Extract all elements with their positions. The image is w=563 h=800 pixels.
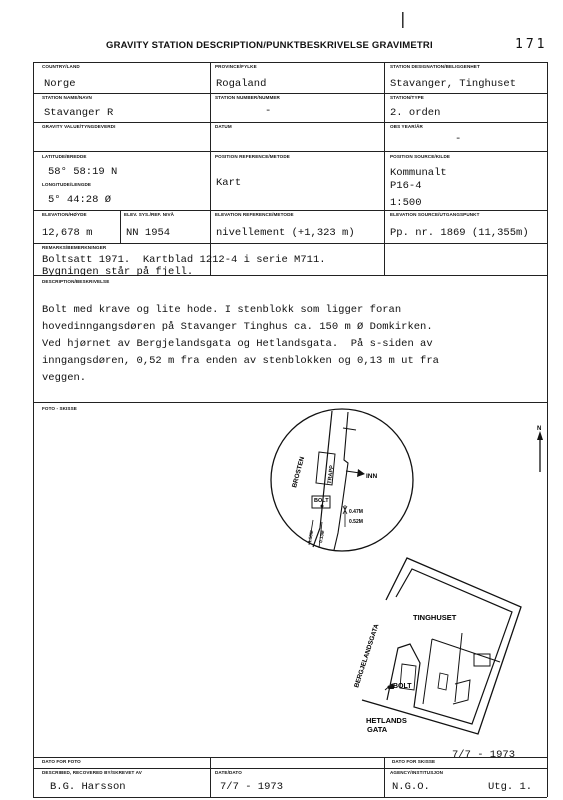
dist-3-label: 1.50M: [307, 529, 315, 544]
date-value: 7/7 - 1973: [220, 781, 284, 793]
elevation-value: 12,678 m: [42, 227, 93, 239]
elevation-label: ELEVATION/HØYDE: [42, 212, 87, 217]
position-reference-label: POSITION REFERENCE/METODE: [215, 154, 290, 159]
gravity-value-label: GRAVITY VALUE/TYNGDEVERDI: [42, 124, 116, 129]
station-name-label: STATION NAME/NAVN: [42, 95, 92, 100]
elev-sys-label: ELEV. SYS./REF. NIVÅ: [124, 212, 175, 217]
datum-label: DATUM: [215, 124, 232, 129]
elevation-reference-value: nivellement (+1,323 m): [216, 227, 355, 239]
photo-date-label: DATO FOR FOTO: [42, 759, 81, 764]
elevation-source-label: ELEVATION SOURCE/UTGANGSPUNKT: [390, 212, 480, 217]
remarks-line-2: Bygningen står på fjell.: [42, 266, 194, 278]
station-designation-value: Stavanger, Tinghuset: [390, 78, 517, 90]
latitude-label: LATITUDE/BREDDE: [42, 154, 87, 159]
described-by-label: DESCRIBED, RECOVERED BY/SKREVET AV: [42, 770, 142, 775]
province-value: Rogaland: [216, 78, 267, 90]
inn-label: INN: [366, 473, 378, 480]
country-value: Norge: [44, 78, 76, 90]
latitude-value: 58° 58:19 N: [48, 166, 118, 178]
north-arrow-icon: [537, 426, 543, 472]
position-source-value: Kommunalt: [390, 167, 447, 179]
bergjelandsgata-label: BERGJELANDSGATA: [353, 623, 381, 689]
gata-label: GATA: [367, 725, 388, 734]
description-line-5: veggen.: [42, 372, 87, 384]
dist-1-label: 0.47M: [349, 509, 363, 515]
province-label: PROVINCE/FYLKE: [215, 64, 257, 69]
station-type-label: STATION/TYPE: [390, 95, 424, 100]
detail-sketch: [271, 409, 413, 551]
station-name-value: Stavanger R: [44, 107, 114, 119]
site-map: [353, 558, 521, 734]
elevation-source-value: Pp. nr. 1869 (11,355m): [390, 227, 529, 239]
date-label: DATE/DATO: [215, 770, 242, 775]
station-designation-label: STATION DESIGNATION/BELIGGENHET: [390, 64, 480, 69]
sketch-date-value: 7/7 - 1973: [452, 749, 516, 761]
station-number-value: -: [265, 105, 272, 117]
country-label: COUNTRY/LAND: [42, 64, 80, 69]
edition-value: Utg. 1.: [488, 781, 533, 793]
agency-value: N.G.O.: [392, 781, 430, 793]
trapp-label: TRAPP: [327, 465, 336, 485]
position-reference-value: Kart: [216, 177, 242, 189]
elevation-reference-label: ELEVATION REFERENCE/METODE: [215, 212, 294, 217]
station-type-value: 2. orden: [390, 107, 441, 119]
description-line-1: Bolt med krave og lite hode. I stenblokk som ligger foran: [42, 304, 402, 316]
position-source-sheet: P16-4: [390, 180, 422, 192]
hetlands-label: HETLANDS: [366, 716, 407, 725]
obs-year-label: OBS YEAR/ÅR: [390, 124, 423, 129]
longitude-value: 5° 44:28 Ø: [48, 194, 112, 206]
north-label: N: [537, 426, 542, 432]
tinghuset-label: TINGHUSET: [413, 613, 457, 622]
agency-label: AGENCY/INSTITUSJON: [390, 770, 444, 775]
sketch-label: FOTO - SKISSE: [42, 406, 77, 411]
description-line-2: hovedinngangsdøren på Stavanger Tinghus ca. 150 m Ø Domkirken.: [42, 321, 433, 333]
description-line-4: inngangsdøren, 0,52 m fra enden av stenblokken og 0,13 m ut fra: [42, 355, 439, 367]
sketch-date-label: DATO FOR SKISSE: [392, 759, 436, 764]
position-source-scale: 1:500: [390, 197, 422, 209]
station-number-label: STATION NUMBER/NUMMER: [215, 95, 280, 100]
top-mark: |: [398, 9, 408, 28]
remarks-line-1: Boltsatt 1971. Kartblad 1212-4 i serie M711.: [42, 254, 326, 266]
brosten-label: BROSTEN: [291, 456, 307, 489]
described-by-value: B.G. Harsson: [50, 781, 126, 793]
page-number: 171: [515, 37, 548, 52]
obs-year-value: -: [455, 133, 462, 145]
position-source-label: POSITION SOURCE/KILDE: [390, 154, 451, 159]
remarks-label: REMARKS/BEMERKNINGER: [42, 245, 107, 250]
elev-sys-value: NN 1954: [126, 227, 171, 239]
longitude-label: LONGITUDE/LENGDE: [42, 182, 92, 187]
map-bolt-label: BOLT: [393, 683, 412, 690]
description-line-3: Ved hjørnet av Bergjelandsgata og Hetlandsgata. På s-siden av: [42, 338, 433, 350]
detail-bolt-label: BOLT: [314, 498, 329, 504]
dist-4-label: 0.13M: [318, 529, 326, 544]
description-label: DESCRIPTION/BESKRIVELSE: [42, 279, 110, 284]
form-title: GRAVITY STATION DESCRIPTION/PUNKTBESKRIVELSE GRAVIMETRI: [106, 40, 433, 51]
dist-2-label: 0.52M: [349, 519, 363, 525]
